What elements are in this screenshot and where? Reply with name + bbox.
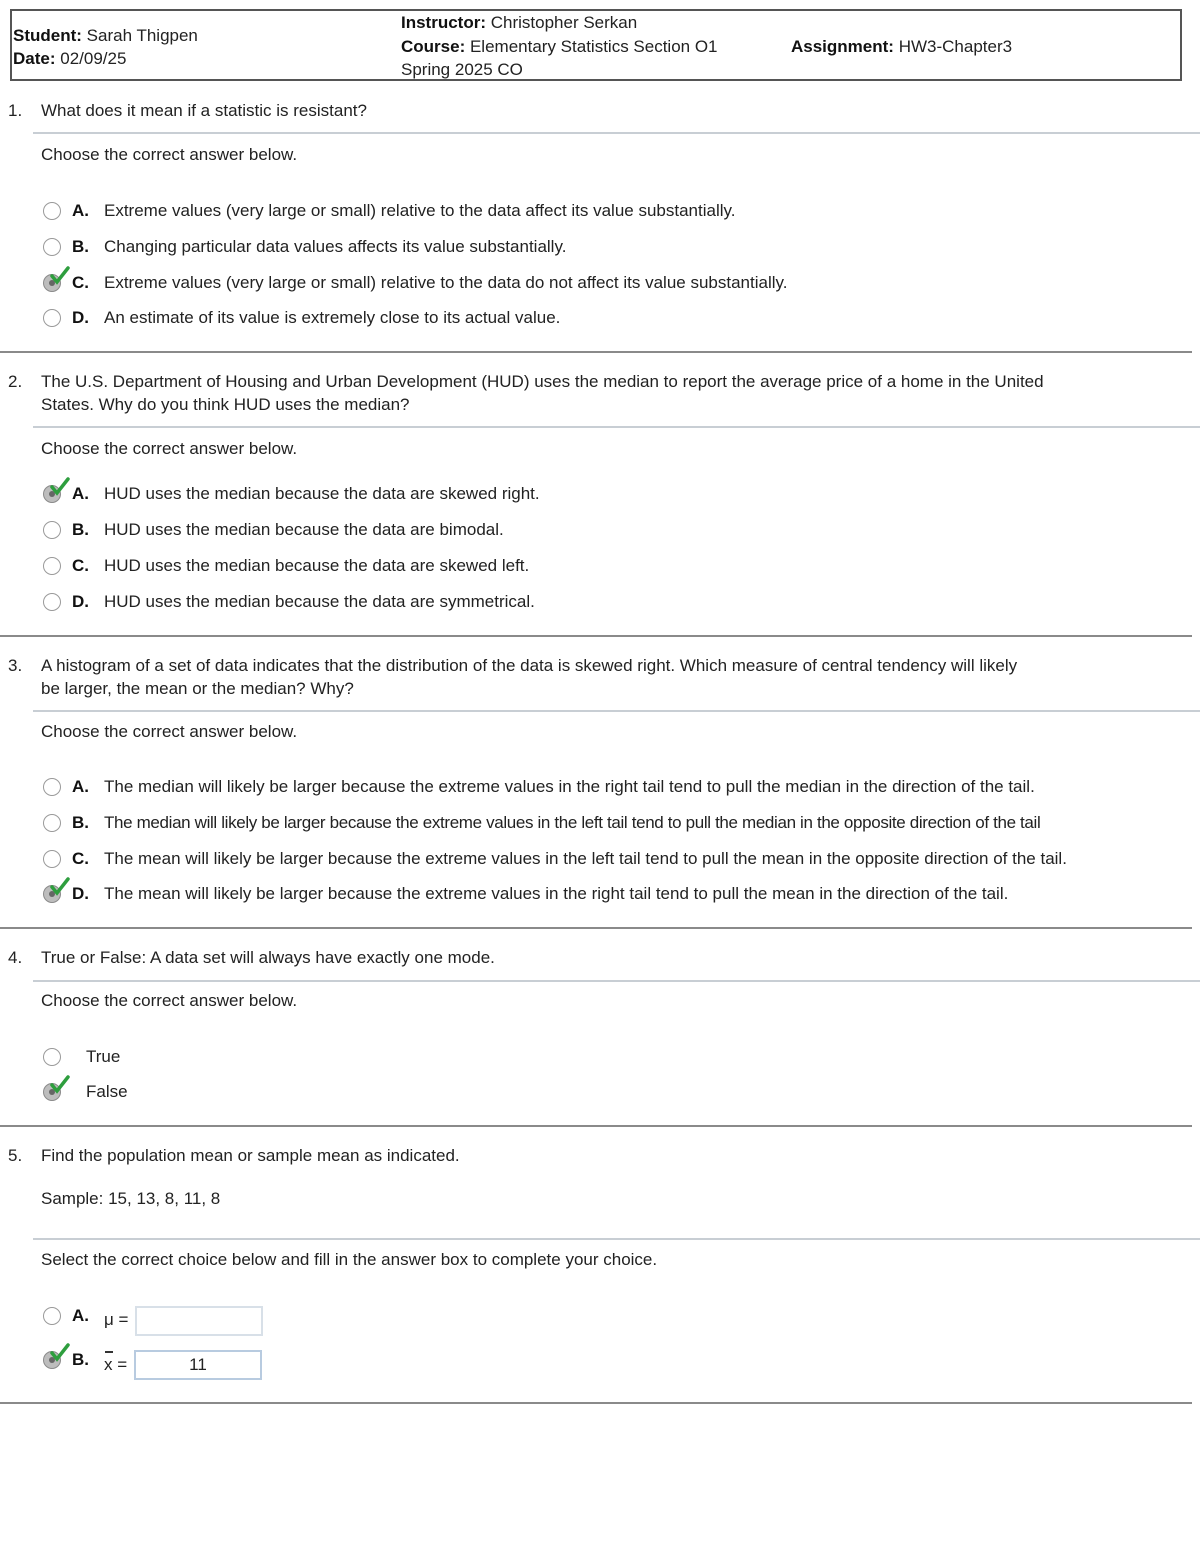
date-info: Date: 02/09/25 (13, 49, 127, 68)
checkmark-icon (50, 1075, 70, 1095)
answer-prompt: Choose the correct answer below. (41, 991, 298, 1010)
question-text: Find the population mean or sample mean as indicated. (41, 1146, 460, 1165)
overline (105, 1351, 113, 1353)
question-text-line-2: be larger, the mean or the median? Why? (41, 679, 354, 698)
instructor-info: Instructor: Christopher Serkan (401, 13, 638, 32)
radio-button[interactable] (43, 557, 61, 575)
divider (33, 1238, 1200, 1240)
radio-button[interactable] (43, 1048, 61, 1066)
answer-prompt: Select the correct choice below and fill in the answer box to complete your choice. (41, 1250, 658, 1269)
question-divider (0, 351, 1192, 353)
answer-prompt: Choose the correct answer below. (41, 722, 298, 741)
checkmark-icon (50, 1343, 70, 1363)
checkmark-icon (50, 477, 70, 497)
answer-input-x-bar[interactable]: 11 (134, 1350, 262, 1380)
checkmark-icon (50, 877, 70, 897)
checkmark-icon (50, 266, 70, 286)
question-text-line-1: The U.S. Department of Housing and Urban Development (HUD) uses the median to report the average price of a home in the United (41, 372, 1044, 391)
radio-button[interactable] (43, 238, 61, 256)
student-name: Sarah Thigpen (86, 26, 198, 45)
question-number: 2. (8, 372, 23, 391)
divider (33, 426, 1200, 428)
question-divider (0, 1402, 1192, 1404)
x-bar-symbol: x = (104, 1355, 127, 1375)
question-number: 1. (8, 101, 23, 120)
radio-button[interactable] (43, 521, 61, 539)
sample-data: Sample: 15, 13, 8, 11, 8 (41, 1189, 221, 1208)
assignment-info: Assignment: HW3-Chapter3 (791, 37, 1013, 56)
radio-button[interactable] (43, 202, 61, 220)
answer-prompt: Choose the correct answer below. (41, 145, 298, 164)
radio-button[interactable] (43, 814, 61, 832)
instructor-name: Christopher Serkan (490, 13, 638, 32)
question-number: 4. (8, 948, 23, 967)
question-divider (0, 635, 1192, 637)
assignment-name: HW3-Chapter3 (898, 37, 1013, 56)
question-number: 3. (8, 656, 23, 675)
date-value: 02/09/25 (60, 49, 127, 68)
divider (33, 710, 1200, 712)
assignment-header (10, 9, 1182, 81)
divider (33, 132, 1200, 134)
student-info: Student: Sarah Thigpen (13, 26, 198, 45)
mu-symbol: μ = (104, 1310, 129, 1329)
question-text: What does it mean if a statistic is resistant? (41, 101, 367, 120)
radio-button[interactable] (43, 593, 61, 611)
radio-button[interactable] (43, 778, 61, 796)
radio-button[interactable] (43, 309, 61, 327)
question-text-line-2: States. Why do you think HUD uses the median? (41, 395, 410, 414)
divider (33, 980, 1200, 982)
question-text-line-1: A histogram of a set of data indicates that the distribution of the data is skewed right. Which measure of central tendency will likely (41, 656, 1018, 675)
radio-button[interactable] (43, 850, 61, 868)
question-text: True or False: A data set will always have exactly one mode. (41, 948, 495, 967)
question-divider (0, 927, 1192, 929)
course-info: Course: Elementary Statistics Section O1 (401, 37, 718, 56)
course-term: Spring 2025 CO (401, 60, 523, 79)
course-name: Elementary Statistics Section O1 (469, 37, 718, 56)
radio-button[interactable] (43, 1307, 61, 1325)
answer-input-mu[interactable] (135, 1306, 263, 1336)
question-number: 5. (8, 1146, 23, 1165)
question-divider (0, 1125, 1192, 1127)
answer-prompt: Choose the correct answer below. (41, 439, 298, 458)
